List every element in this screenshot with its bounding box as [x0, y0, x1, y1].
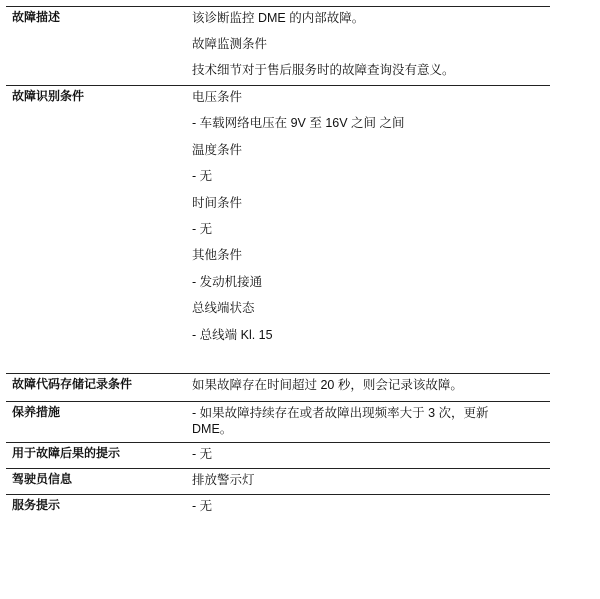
value-line: - 无: [192, 221, 213, 236]
value-line: 时间条件: [192, 195, 243, 210]
value-line: - 总线端 Kl. 15: [192, 327, 273, 342]
value-line: 排放警示灯: [192, 473, 255, 487]
value-line: 温度条件: [192, 142, 243, 157]
row-maintenance-measures: [6, 401, 550, 442]
row-driver-information: [6, 468, 550, 494]
row-fault-detection-conditions: [6, 85, 550, 373]
row-fault-description: [6, 6, 550, 85]
row-value: [192, 374, 550, 393]
value-line: - 如果故障持续存在或者故障出现频率大于 3 次，更新 DME。: [192, 406, 489, 436]
row-fault-storage-conditions: [6, 373, 550, 401]
row-label: 驾驶员信息: [12, 472, 73, 486]
row-label: 服务提示: [12, 498, 61, 512]
row-value: [192, 402, 522, 437]
value-line: 其他条件: [192, 248, 243, 263]
value-line: 总线端状态: [192, 301, 255, 316]
row-value: [192, 7, 550, 78]
fault-table: [6, 6, 550, 525]
row-label: 用于故障后果的提示: [12, 446, 121, 460]
value-line: - 发动机接通: [192, 274, 263, 289]
row-fault-consequence-hint: [6, 442, 550, 468]
value-line: - 车载网络电压在 9V 至 16V 之间 之间: [192, 116, 405, 131]
value-line: - 无: [192, 447, 213, 461]
value-line: 故障监测条件: [192, 37, 268, 51]
row-label: 故障代码存储记录条件: [12, 377, 133, 391]
value-line: 该诊断监控 DME 的内部故障。: [192, 11, 365, 25]
value-line: - 无: [192, 169, 213, 184]
row-label: 故障描述: [12, 10, 61, 24]
row-service-hint: [6, 494, 550, 525]
row-value: [192, 469, 550, 488]
row-value: [192, 443, 550, 462]
value-line: 如果故障存在时间超过 20 秒，则会记录该故障。: [192, 378, 463, 392]
value-line: - 无: [192, 499, 213, 513]
row-label: 保养措施: [12, 405, 61, 419]
value-line: 技术细节对于售后服务时的故障查询没有意义。: [192, 63, 455, 77]
row-value: [192, 495, 550, 514]
row-value: [192, 86, 550, 343]
value-line: 电压条件: [192, 90, 243, 104]
row-label: 故障识别条件: [12, 89, 85, 103]
